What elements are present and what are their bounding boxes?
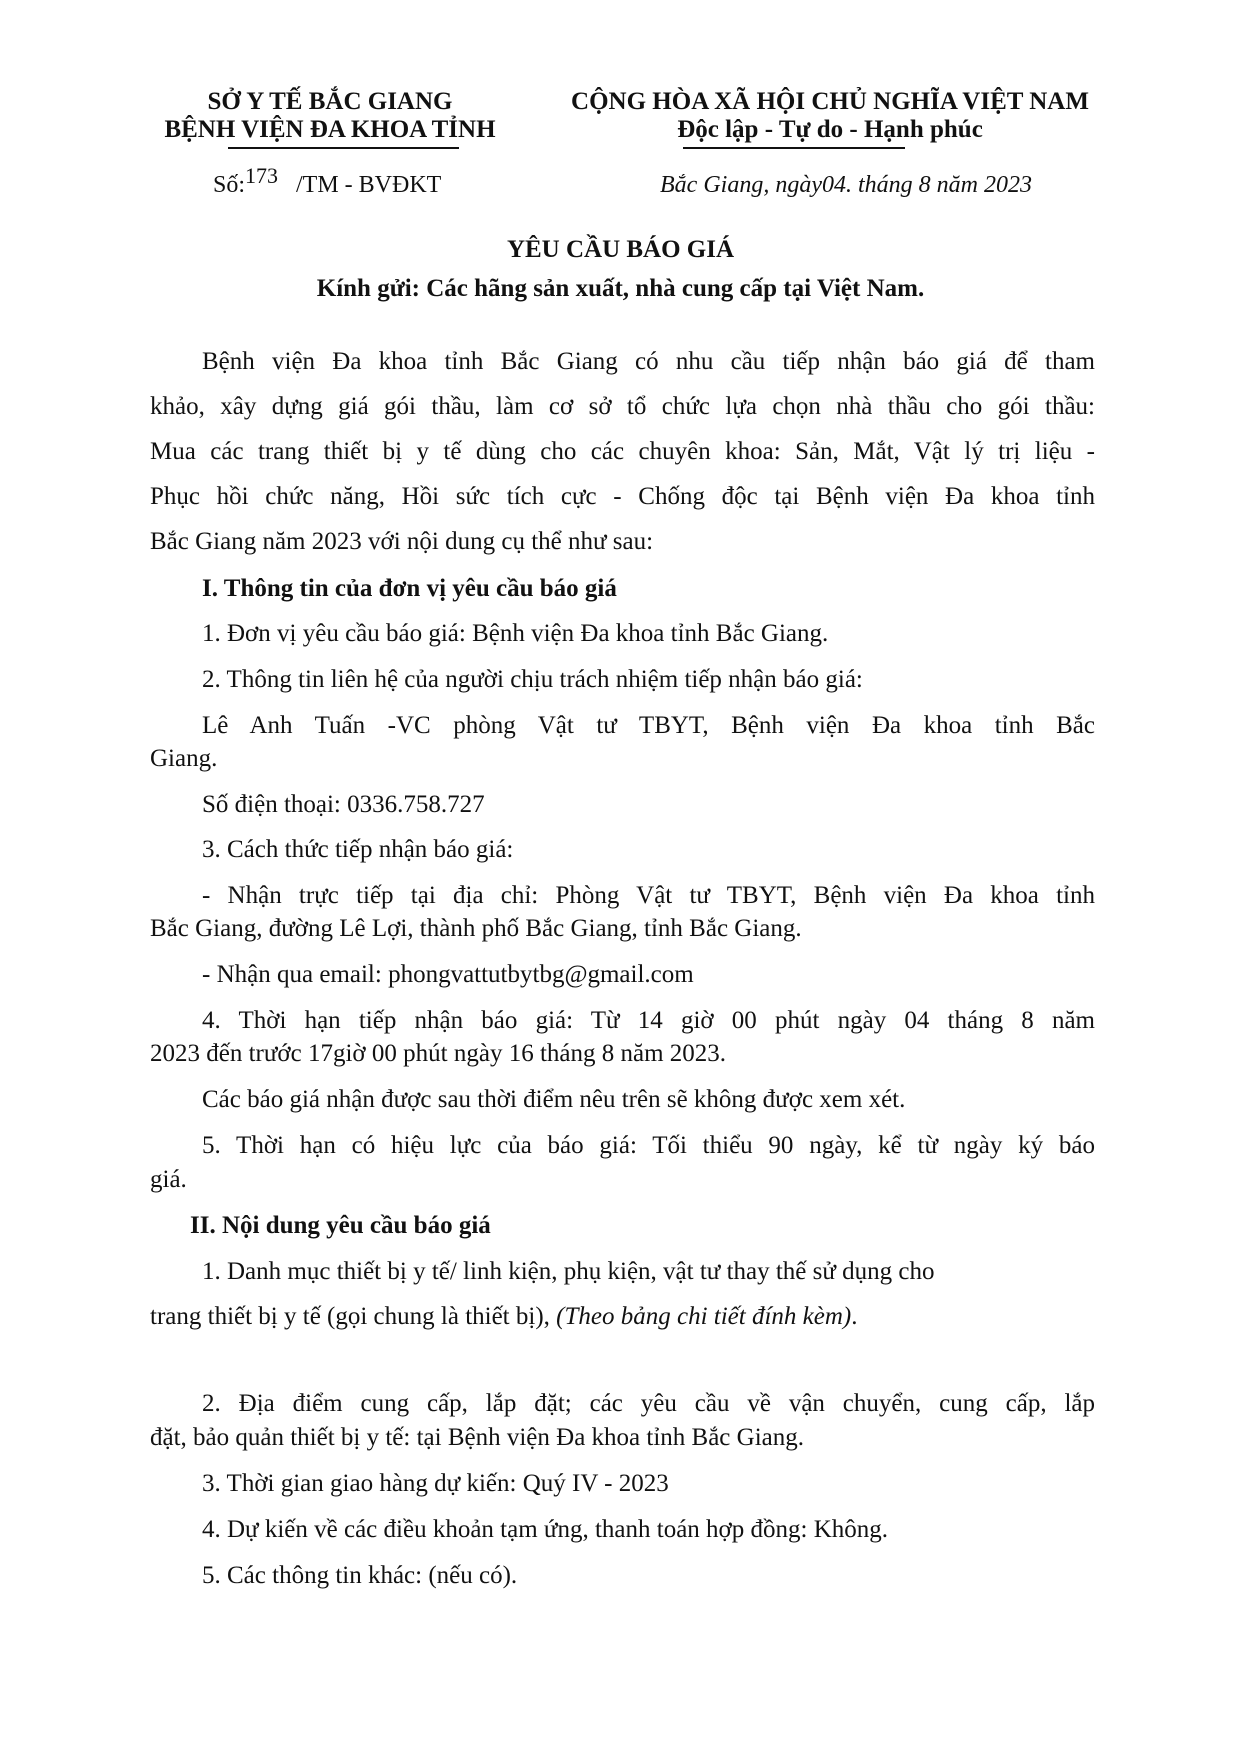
intro-line-2: khảo, xây dựng giá gói thầu, làm cơ sở tổ chức lựa chọn nhà thầu cho gói thầu:	[150, 393, 1095, 420]
contact-line-2: Giang.	[150, 745, 218, 772]
section-2-item-5: 5. Các thông tin khác: (nếu có).	[202, 1562, 518, 1589]
header-right-underline	[683, 147, 905, 149]
section-2-heading: II. Nội dung yêu cầu báo giá	[190, 1212, 491, 1239]
contact-phone: Số điện thoại: 0336.758.727	[202, 791, 485, 818]
section-1-item-4-line-1: 4. Thời hạn tiếp nhận báo giá: Từ 14 giờ 00 phút ngày 04 tháng 8 năm	[202, 1007, 1095, 1034]
item-1-plain-text: trang thiết bị y tế (gọi chung là thiết bị),	[150, 1303, 557, 1330]
section-1-item-5-line-1: 5. Thời hạn có hiệu lực của báo giá: Tối thiểu 90 ngày, kể từ ngày ký báo	[202, 1132, 1095, 1159]
direct-address-line-1: - Nhận trực tiếp tại địa chỉ: Phòng Vật tư TBYT, Bệnh viện Đa khoa tỉnh	[202, 882, 1095, 909]
intro-line-1: Bệnh viện Đa khoa tỉnh Bắc Giang có nhu cầu tiếp nhận báo giá để tham	[202, 348, 1095, 375]
section-1-item-1: 1. Đơn vị yêu cầu báo giá: Bệnh viện Đa khoa tỉnh Bắc Giang.	[202, 620, 829, 647]
contact-line-1: Lê Anh Tuấn -VC phòng Vật tư TBYT, Bệnh viện Đa khoa tỉnh Bắc	[202, 712, 1095, 739]
intro-line-4: Phục hồi chức năng, Hồi sức tích cực - Chống độc tại Bệnh viện Đa khoa tỉnh	[150, 483, 1095, 510]
email-line	[202, 961, 1147, 989]
email-address[interactable]: phongvattutbytbg@gmail.com	[388, 961, 694, 988]
document-number-prefix: Số:	[213, 172, 246, 198]
section-2-item-2-line-1: 2. Địa điểm cung cấp, lắp đặt; các yêu cầu về vận chuyển, cung cấp, lắp	[202, 1390, 1095, 1417]
section-1-item-3: 3. Cách thức tiếp nhận báo giá:	[202, 836, 514, 863]
recipient-line: Kính gửi: Các hãng sản xuất, nhà cung cấp tại Việt Nam.	[316, 275, 925, 302]
section-1-heading: I. Thông tin của đơn vị yêu cầu báo giá	[202, 575, 617, 602]
intro-line-3: Mua các trang thiết bị y tế dùng cho các chuyên khoa: Sản, Mắt, Vật lý trị liệu -	[150, 438, 1095, 465]
intro-line-5: Bắc Giang năm 2023 với nội dung cụ thể như sau:	[150, 528, 654, 555]
direct-address-line-2: Bắc Giang, đường Lê Lợi, thành phố Bắc Giang, tỉnh Bắc Giang.	[150, 915, 802, 942]
section-1-item-4-line-2: 2023 đến trước 17giờ 00 phút ngày 16 tháng 8 năm 2023.	[150, 1040, 727, 1067]
hospital-name: BỆNH VIỆN ĐA KHOA TỈNH	[164, 116, 496, 143]
national-motto: Độc lập - Tự do - Hạnh phúc	[677, 116, 983, 143]
header-left-underline	[228, 147, 459, 149]
document-date: Bắc Giang, ngày04. tháng 8 năm 2023	[660, 172, 1032, 198]
section-1-item-2: 2. Thông tin liên hệ của người chịu trách nhiệm tiếp nhận báo giá:	[202, 666, 863, 693]
document-number	[213, 163, 442, 199]
late-submission-note: Các báo giá nhận được sau thời điểm nêu trên sẽ không được xem xét.	[202, 1086, 906, 1113]
section-2-item-4: 4. Dự kiến về các điều khoản tạm ứng, thanh toán hợp đồng: Không.	[202, 1516, 889, 1543]
section-2-item-1-line-2	[150, 1303, 1095, 1331]
section-1-item-5-line-2: giá.	[150, 1166, 187, 1193]
document-title: YÊU CẦU BÁO GIÁ	[506, 236, 735, 263]
department-name: SỞ Y TẾ BẮC GIANG	[207, 88, 453, 115]
document-number-suffix: /TM - BVĐKT	[296, 172, 442, 198]
national-title: CỘNG HÒA XÃ HỘI CHỦ NGHĨA VIỆT NAM	[571, 88, 1089, 115]
section-2-item-3: 3. Thời gian giao hàng dự kiến: Quý IV - 2023	[202, 1470, 669, 1497]
item-1-italic-note: (Theo bảng chi tiết đính kèm)	[556, 1303, 852, 1330]
section-2-item-2-line-2: đặt, bảo quản thiết bị y tế: tại Bệnh viện Đa khoa tỉnh Bắc Giang.	[150, 1424, 805, 1451]
email-prefix: - Nhận qua email:	[202, 961, 389, 988]
document-number-value: 173	[245, 163, 279, 188]
section-2-item-1-line-1: 1. Danh mục thiết bị y tế/ linh kiện, phụ kiện, vật tư thay thế sử dụng cho	[202, 1258, 935, 1285]
item-1-end-punct: .	[851, 1303, 858, 1330]
